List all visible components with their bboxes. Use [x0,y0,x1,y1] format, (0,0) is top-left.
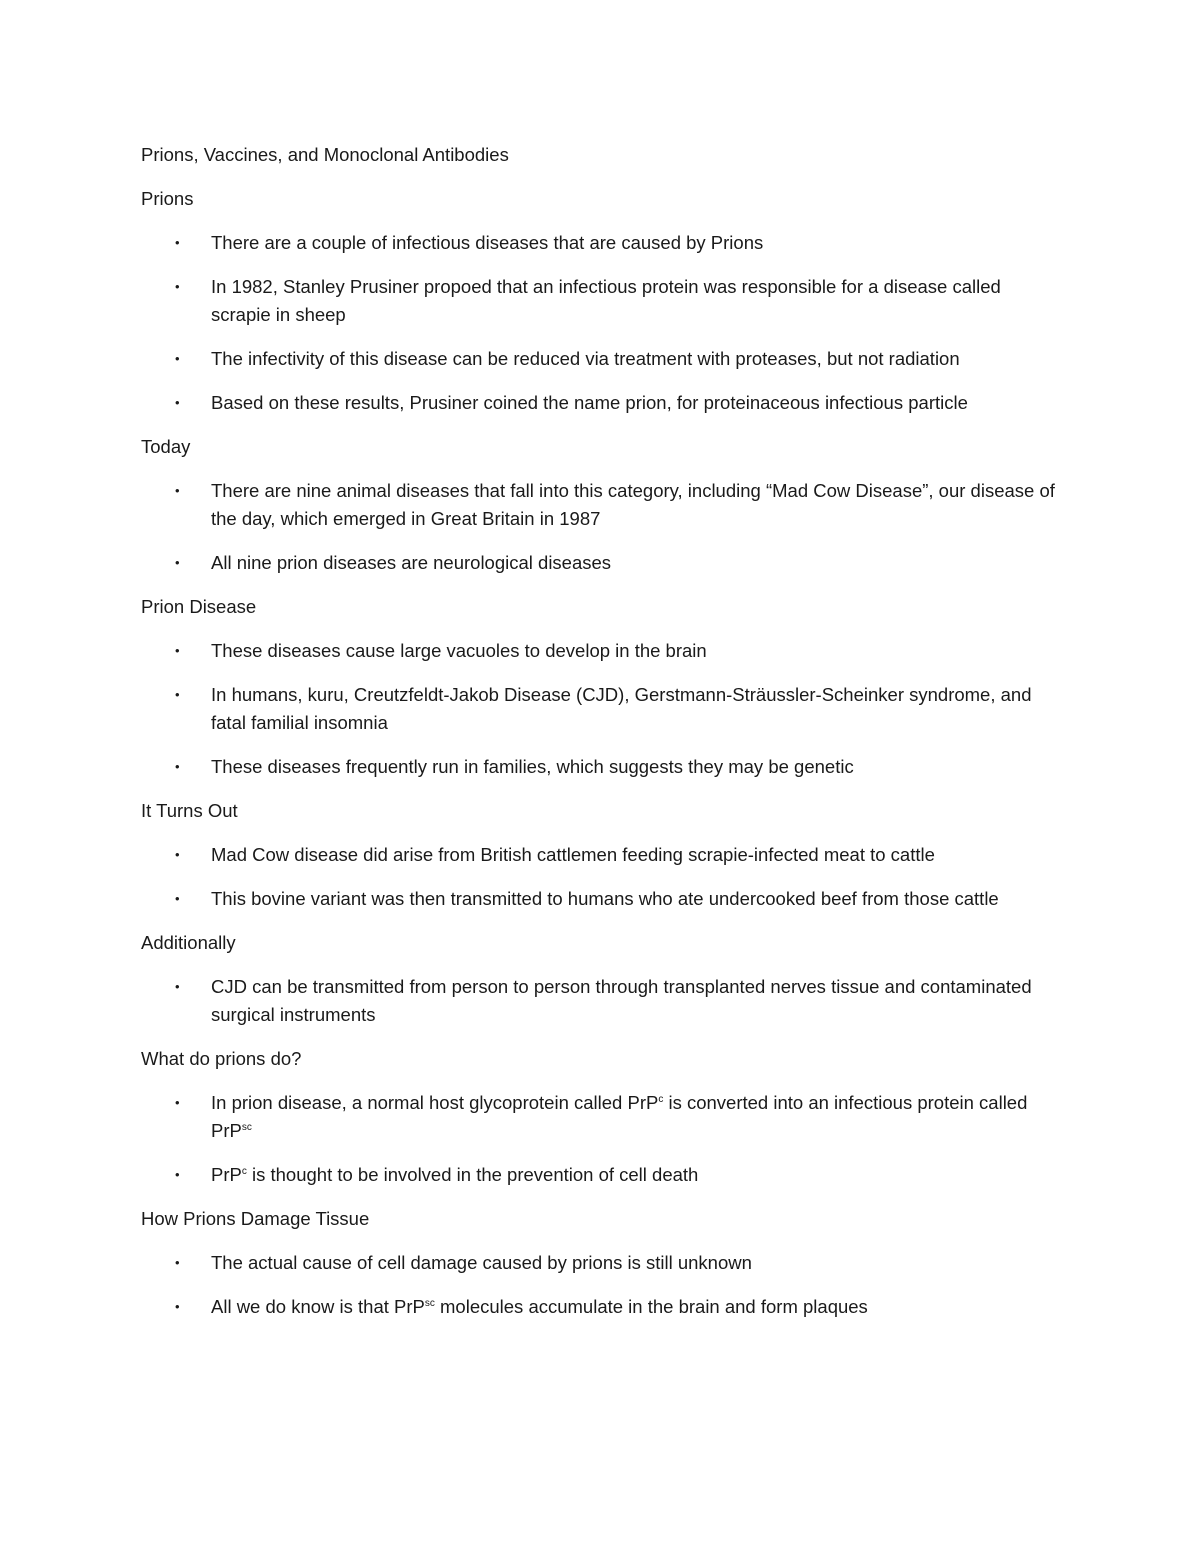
bullet-text: In prion disease, a normal host glycoprotein called PrP [211,1092,659,1113]
bullet-icon: • [175,483,180,498]
bullet-icon: • [175,891,180,906]
section-heading: Today [141,436,191,457]
bullet-item [141,753,1061,781]
bullet-item [141,885,1061,913]
bullet-item [141,1293,1061,1321]
bullet-list [141,637,1061,781]
bullet-text: There are a couple of infectious diseases that are caused by Prions [211,232,764,253]
bullet-list [141,841,1061,913]
bullet-list [141,477,1061,577]
bullet-icon: • [175,1095,180,1110]
superscript-text: c [241,1166,247,1177]
bullet-item [141,1089,1061,1145]
bullet-text: All nine prion diseases are neurological diseases [211,552,612,573]
bullet-text: These diseases frequently run in families, which suggests they may be genetic [211,756,854,777]
bullet-icon: • [175,351,180,366]
bullet-text: The infectivity of this disease can be reduced via treatment with proteases, but not radiation [211,348,960,369]
section-heading: It Turns Out [141,800,238,821]
bullet-text: Mad Cow disease did arise from British cattlemen feeding scrapie-infected meat to cattle [211,844,935,865]
section-heading: Prions [141,188,194,209]
bullet-text: All we do know is that PrP [211,1296,425,1317]
bullet-text: These diseases cause large vacuoles to develop in the brain [211,640,707,661]
section-heading: What do prions do? [141,1048,302,1069]
section-heading: Prion Disease [141,596,257,617]
bullet-item [141,973,1061,1029]
bullet-item [141,273,1061,329]
bullet-list [141,973,1061,1029]
bullet-icon: • [175,279,180,294]
bullet-text: molecules accumulate in the brain and form plaques [434,1296,868,1317]
bullet-icon: • [175,1299,180,1314]
bullet-list [141,1249,1061,1321]
bullet-icon: • [175,555,180,570]
bullet-icon: • [175,759,180,774]
bullet-text: This bovine variant was then transmitted to humans who ate undercooked beef from those cattle [211,888,999,909]
superscript-text: sc [424,1298,435,1309]
bullet-item [141,1249,1061,1277]
bullet-list [141,1089,1061,1189]
bullet-text: is converted into an infectious protein called PrP [211,1092,1028,1141]
bullet-item [141,637,1061,665]
bullet-item [141,549,1061,577]
bullet-list [141,229,1061,417]
bullet-item [141,841,1061,869]
bullet-item [141,389,1061,417]
bullet-text: PrP [211,1164,242,1185]
bullet-item [141,229,1061,257]
bullet-item [141,1161,1061,1189]
bullet-item [141,681,1061,737]
bullet-icon: • [175,235,180,250]
bullet-icon: • [175,1255,180,1270]
bullet-icon: • [175,1167,180,1182]
superscript-text: c [658,1094,664,1105]
bullet-icon: • [175,847,180,862]
bullet-icon: • [175,687,180,702]
document-body [141,141,1061,1337]
bullet-text: is thought to be involved in the prevention of cell death [246,1164,699,1185]
document-title: Prions, Vaccines, and Monoclonal Antibodies [141,144,509,165]
bullet-text: Based on these results, Prusiner coined the name prion, for proteinaceous infectious particle [211,392,968,413]
bullet-text: The actual cause of cell damage caused by prions is still unknown [211,1252,752,1273]
section-heading: How Prions Damage Tissue [141,1208,370,1229]
bullet-text: CJD can be transmitted from person to person through transplanted nerves tissue and contaminated surgical instruments [211,976,1032,1025]
bullet-icon: • [175,979,180,994]
bullet-text: In humans, kuru, Creutzfeldt-Jakob Disease (CJD), Gerstmann-Sträussler-Scheinker syndrome, and fatal familial insomnia [211,684,1032,733]
superscript-text: sc [241,1122,252,1133]
bullet-text: There are nine animal diseases that fall into this category, including “Mad Cow Disease”, our disease of the day, which emerged in Great Britain in 1987 [211,480,1055,529]
sections-container [141,185,1061,1321]
bullet-text: In 1982, Stanley Prusiner propoed that an infectious protein was responsible for a disease called scrapie in sheep [211,276,1001,325]
bullet-icon: • [175,643,180,658]
section-heading: Additionally [141,932,236,953]
bullet-item [141,477,1061,533]
bullet-icon: • [175,395,180,410]
bullet-item [141,345,1061,373]
